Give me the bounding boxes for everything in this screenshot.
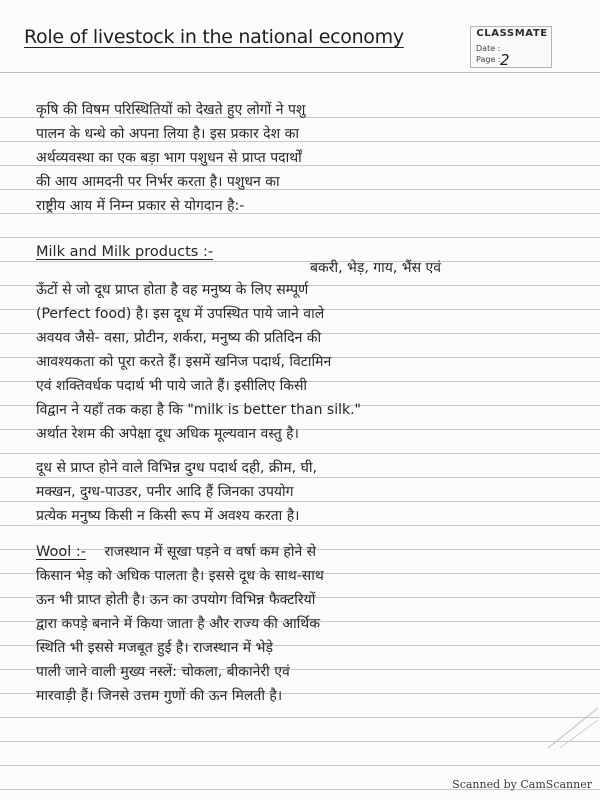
- milk-line: एवं शक्तिवर्धक पदार्थ भी पाये जाते हैं। इसीलिए किसी: [36, 378, 308, 394]
- date-label: Date :: [476, 44, 501, 53]
- intro-paragraph: [36, 98, 576, 218]
- intro-line: राष्ट्रीय आय में निम्न प्रकार से योगदान है:-: [36, 198, 245, 214]
- wool-paragraph: [36, 564, 576, 708]
- page-number: 2: [500, 51, 510, 69]
- ruled-line: [0, 237, 600, 238]
- corner-scribble-mark: [546, 704, 600, 750]
- milk-line: ऊँटों से जो दूध प्राप्त होता है वह मनुष्य के लिए सम्पूर्ण: [36, 282, 309, 298]
- milk-products-paragraph: [36, 456, 576, 528]
- milk-line: अर्थात रेशम की अपेक्षा दूध अधिक मूल्यवान वस्तु है।: [36, 426, 299, 442]
- brand-name: CLASSMATE: [476, 28, 548, 39]
- wool-line: स्थिति भी इससे मजबूत हुई है। राजस्थान में भेड़े: [36, 640, 273, 656]
- page-title: Role of livestock in the national economy: [24, 26, 404, 48]
- ruled-line: [0, 765, 600, 766]
- header-divider: [0, 72, 600, 73]
- milk-heading-suffix: बकरी, भेड़, गाय, भैंस एवं: [310, 260, 442, 276]
- intro-line: पालन के धन्धे को अपना लिया है। इस प्रकार देश का: [36, 126, 299, 142]
- ruled-line: [0, 741, 600, 742]
- milk-paragraph: [36, 278, 576, 446]
- wool-line: किसान भेड़ को अधिक पालता है। इससे दूध के साथ-साथ: [36, 568, 324, 584]
- wool-section-heading: Wool :-: [36, 544, 86, 560]
- milk-line: विद्वान ने यहाँ तक कहा है कि "milk is better than silk.": [36, 402, 361, 418]
- page-label: Page :: [476, 55, 501, 64]
- products-line: दूध से प्राप्त होने वाले विभिन्न दुग्ध पदार्थ दही, क्रीम, घी,: [36, 460, 317, 476]
- intro-line: अर्थव्यवस्था का एक बड़ा भाग पशुधन से प्राप्त पदार्थों: [36, 150, 302, 166]
- wool-line: ऊन भी प्राप्त होती है। ऊन का उपयोग विभिन्न फैक्टरियों: [36, 592, 316, 608]
- milk-heading-continuation: [310, 256, 560, 280]
- scanner-watermark: Scanned by CamScanner: [452, 778, 592, 791]
- milk-section-heading: Milk and Milk products :-: [36, 244, 214, 260]
- wool-line: मारवाड़ी हैं। जिनसे उत्तम गुणों की ऊन मिलती है।: [36, 688, 283, 704]
- milk-line: (Perfect food) है। इस दूध में उपस्थित पाये जाने वाले: [36, 306, 325, 322]
- wool-line: पाली जाने वाली मुख्य नस्लें: चोकला, बीकानेरी एवं: [36, 664, 290, 680]
- products-line: प्रत्येक मनुष्य किसी न किसी रूप में अवश्य करता है।: [36, 508, 300, 524]
- wool-heading-row: [36, 540, 576, 564]
- ruled-line: [0, 453, 600, 454]
- ruled-line: [0, 717, 600, 718]
- milk-line: अवयव जैसे- वसा, प्रोटीन, शर्करा, मनुष्य की प्रतिदिन की: [36, 330, 322, 346]
- wool-heading-suffix: राजस्थान में सूखा पड़ने व वर्षा कम होने से: [104, 544, 317, 560]
- intro-line: की आय आमदनी पर निर्भर करता है। पशुधन का: [36, 174, 280, 190]
- milk-line: आवश्यकता को पूरा करते हैं। इसमें खनिज पदार्थ, विटामिन: [36, 354, 332, 370]
- products-line: मक्खन, दुग्ध-पाउडर, पनीर आदि हैं जिनका उपयोग: [36, 484, 294, 500]
- intro-line: कृषि की विषम परिस्थितियों को देखते हुए लोगों ने पशु: [36, 102, 306, 118]
- wool-line: द्वारा कपड़े बनाने में किया जाता है और राज्य की आर्थिक: [36, 616, 320, 632]
